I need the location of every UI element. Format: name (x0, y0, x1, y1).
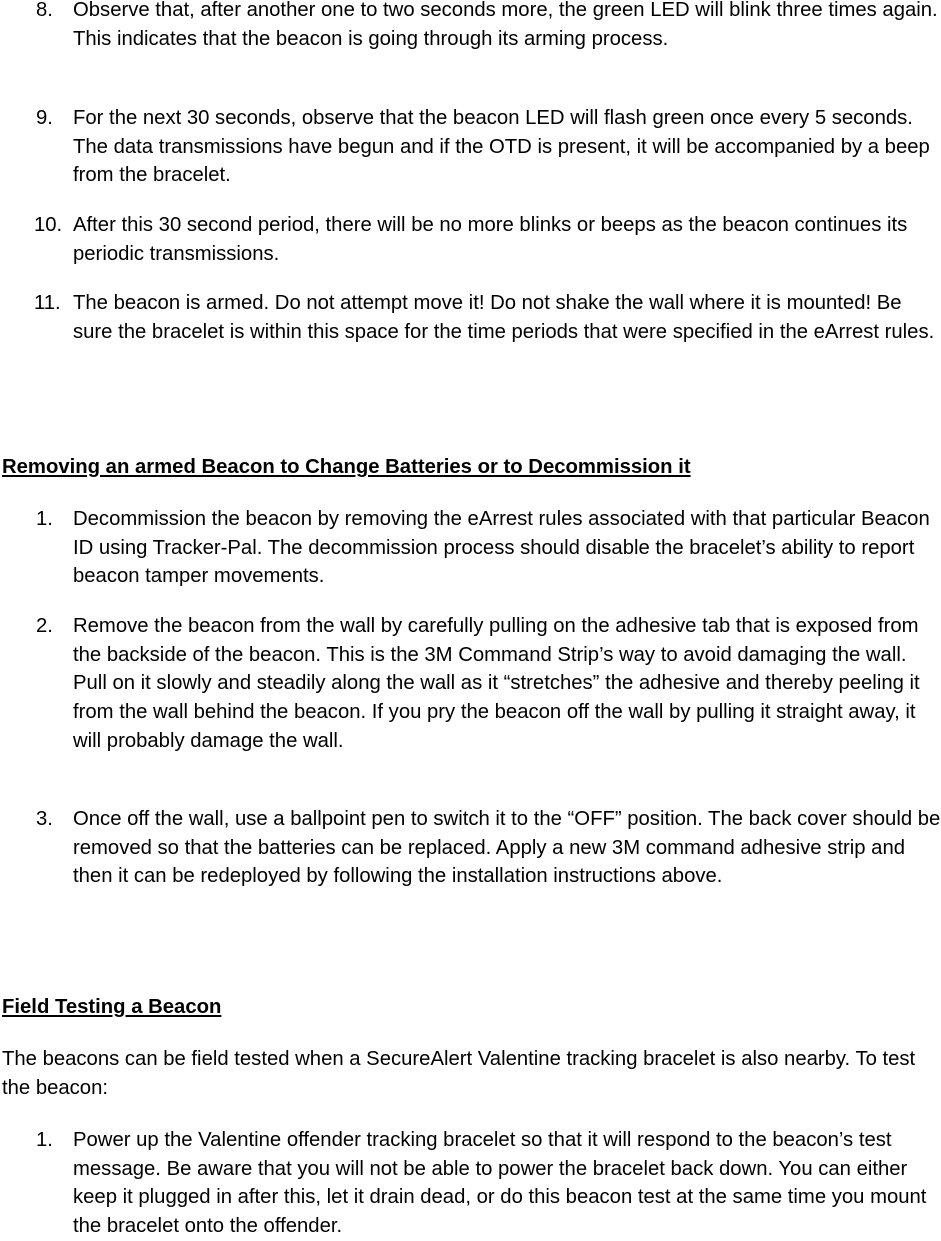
step-text: The beacon is armed. Do not attempt move it! Do not shake the wall where it is mounted! Be sure the bracelet is within this space for the time periods that were specified in the eArrest rules. (73, 292, 935, 343)
step-text: Remove the beacon from the wall by carefully pulling on the adhesive tab that is exposed from the backside of the beacon. This is the 3M Command Strip’s way to avoid damaging the wall. Pull on it slowly and steadily along the wall as it “stretches” the adhesive and thereby peeling it from the wall behind the beacon. If you pry the beacon off the wall by pulling it straight away, it will probably damage the wall. (73, 615, 920, 752)
step-number: 10. (34, 214, 63, 236)
step-number: 3. (36, 808, 53, 830)
step-text: Observe that, after another one to two seconds more, the green LED will blink three times again. This indicates that the beacon is going through its arming process. (73, 0, 938, 50)
step-number: 2. (36, 615, 53, 637)
list-item (0, 0, 941, 53)
list-item (0, 505, 941, 591)
step-text: Once off the wall, use a ballpoint pen to switch it to the “OFF” position. The back cover should be removed so that the batteries can be replaced. Apply a new 3M command adhesive strip and then it can be redeployed by following the installation instructions above. (73, 808, 941, 888)
field-testing-intro: The beacons can be field tested when a SecureAlert Valentine tracking bracelet is also nearby. To test the beacon: (2, 1048, 916, 1099)
list-item (0, 289, 941, 346)
step-text: Power up the Valentine offender tracking bracelet so that it will respond to the beacon’s test message. Be aware that you will not be able to power the bracelet back down. You can either keep it plugged in after this, let it drain dead, or do this beacon test at the same time you mount the bracelet onto the offender. (73, 1129, 927, 1238)
list-item (0, 1126, 941, 1241)
list-item (0, 211, 941, 268)
list-item (0, 612, 941, 756)
step-number: 8. (36, 0, 53, 21)
list-item (0, 805, 941, 891)
field-testing-heading: Field Testing a Beacon (2, 996, 222, 1018)
removing-section-heading: Removing an armed Beacon to Change Batteries or to Decommission it (2, 456, 691, 478)
step-number: 11. (34, 292, 61, 314)
step-text: Decommission the beacon by removing the eArrest rules associated with that particular Beacon ID using Tracker-Pal. The decommission process should disable the bracelet’s ability to report beacon tamper movements. (73, 508, 930, 588)
step-number: 1. (36, 508, 53, 530)
step-number: 9. (36, 107, 53, 129)
list-item (0, 104, 941, 190)
step-number: 1. (36, 1129, 53, 1151)
step-text: After this 30 second period, there will be no more blinks or beeps as the beacon continues its periodic transmissions. (73, 214, 908, 265)
step-text: For the next 30 seconds, observe that the beacon LED will flash green once every 5 seconds. The data transmissions have begun and if the OTD is present, it will be accompanied by a beep from the bracelet. (73, 107, 930, 187)
